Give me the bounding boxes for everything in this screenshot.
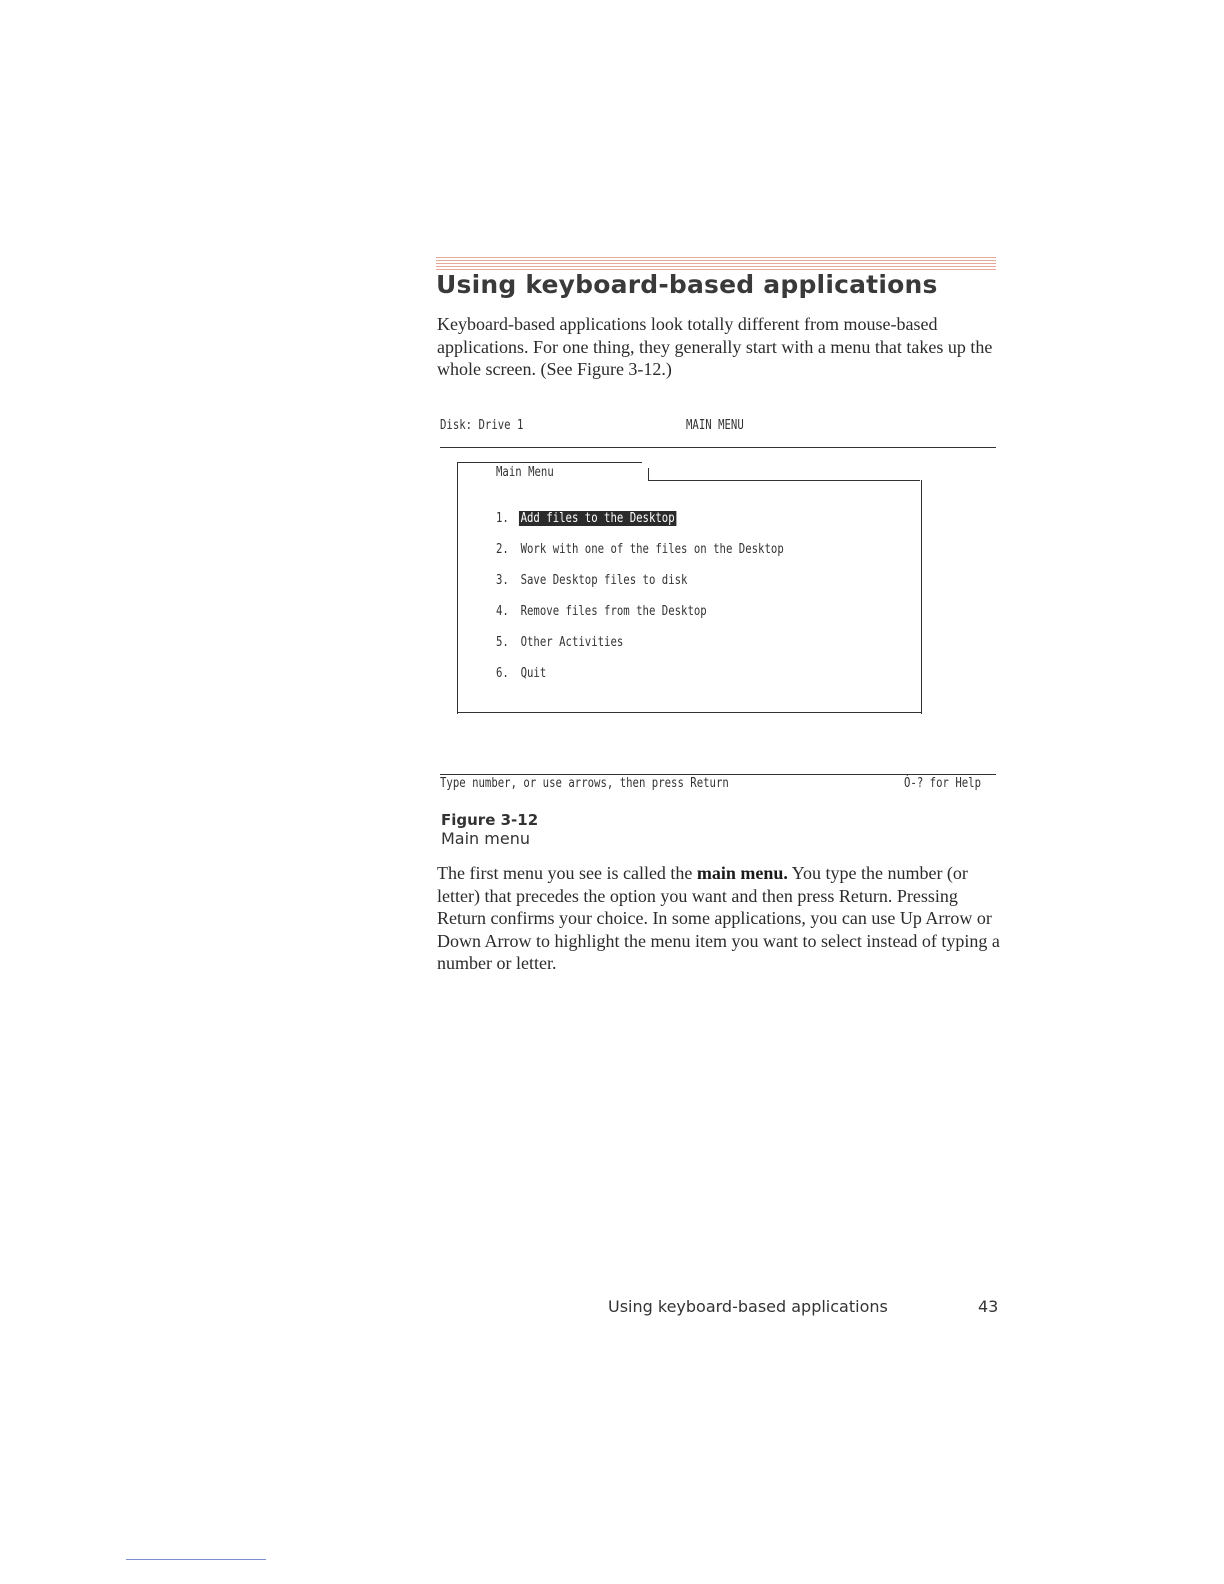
menu-item-label: Work with one of the files on the Desktop	[520, 542, 784, 557]
status-instructions: Type number, or use arrows, then press Return	[440, 776, 729, 791]
menu-item-label: Save Desktop files to disk	[520, 573, 688, 588]
menu-item-label: Remove files from the Desktop	[520, 604, 707, 619]
menu-item[interactable]	[496, 573, 689, 588]
section-title: Using keyboard-based applications	[436, 270, 938, 299]
menu-item[interactable]	[496, 542, 785, 557]
menu-item-number: 6.	[496, 666, 509, 681]
screen-header-divider	[440, 447, 996, 448]
figure-caption: Main menu	[441, 829, 530, 848]
menu-item-label: Add files to the Desktop	[520, 511, 675, 526]
menu-item-label: Quit	[520, 666, 547, 681]
term-main-menu: main menu.	[696, 863, 788, 883]
figure-number: Figure 3-12	[441, 811, 539, 829]
menu-item[interactable]	[496, 635, 625, 650]
menu-item-label: Other Activities	[520, 635, 624, 650]
body-text-lead: The first menu you see is called the	[437, 863, 697, 883]
footnote-rule	[126, 1559, 266, 1560]
help-hint: Ó-? for Help	[904, 776, 982, 791]
menu-item-number: 4.	[496, 604, 509, 619]
menu-item[interactable]	[496, 511, 676, 526]
menu-item-number: 2.	[496, 542, 509, 557]
body-text-rest: You type the number (or letter) that precedes the option you want and then press Return. Pressing Return confirms your choice. In some applications, you can use Up Arrow or Down Arrow to highlight the menu item you want to select instead of typing a number or letter.	[437, 863, 1000, 973]
menu-item-number: 3.	[496, 573, 509, 588]
section-rule	[436, 257, 996, 271]
status-divider	[440, 774, 996, 775]
intro-paragraph: Keyboard-based applications look totally different from mouse-based applications. For one thing, they generally start with a menu that takes up the whole screen. (See Figure 3-12.)	[437, 314, 993, 379]
disk-label: Disk: Drive 1	[440, 418, 524, 433]
menu-box-title: Main Menu	[496, 465, 554, 480]
menu-item-number: 5.	[496, 635, 509, 650]
page-number: 43	[978, 1297, 999, 1316]
menu-item[interactable]	[496, 604, 708, 619]
body-paragraph	[437, 862, 1007, 975]
running-footer-title: Using keyboard-based applications	[608, 1297, 888, 1316]
menu-item[interactable]	[496, 666, 548, 681]
screen-title: MAIN MENU	[686, 418, 744, 433]
menu-item-number: 1.	[496, 511, 509, 526]
